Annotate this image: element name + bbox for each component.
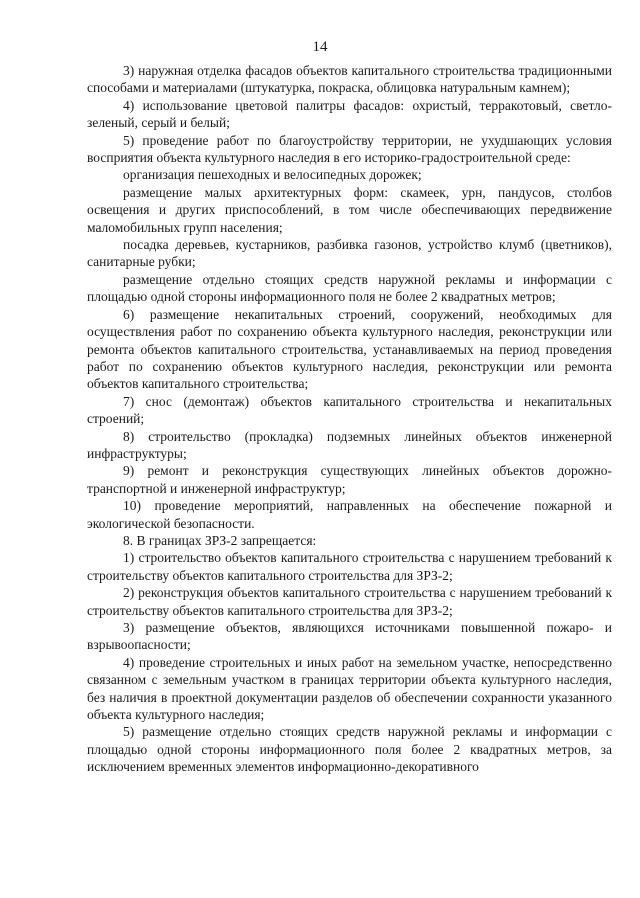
paragraph-prohibited-5-advertising: 5) размещение отдельно стоящих средств наружной рекламы и информации с площадью одной стороны информационного поля более 2 квадратных метров, за исключением временных элементов информационно-декоративного bbox=[87, 724, 612, 775]
paragraph-outdoor-advertising-allowed: размещение отдельно стоящих средств наружной рекламы и информации с площадью одной стороны информационного поля не более 2 квадратных метров; bbox=[87, 271, 612, 305]
paragraph-prohibited-2-reconstruction: 2) реконструкция объектов капитального строительства с нарушением требований к строительству объектов капитального строительства для ЗРЗ-2; bbox=[87, 585, 612, 618]
page-number: 14 bbox=[312, 39, 328, 55]
section-heading-zrz2-prohibited: 8. В границах ЗРЗ-2 запрещается: bbox=[123, 532, 317, 548]
paragraph-prohibited-4-works: 4) проведение строительных и иных работ на земельном участке, непосредственно связанном с земельным участком в границах территории объекта культурного наследия, без наличия в проектной документации разделов об обеспечении сохранности указанного объекта культурного наследия; bbox=[87, 654, 612, 723]
paragraph-item-4-color-palette: 4) использование цветовой палитры фасадов: охристый, терракотовый, светло-зеленый, серый и белый; bbox=[87, 97, 612, 131]
paragraph-item-3-exterior-finish: 3) наружная отделка фасадов объектов капитального строительства традиционными способами и материалами (штукатурка, покраска, облицовка натуральным камнем); bbox=[87, 63, 612, 96]
paragraph-item-5-landscaping: 5) проведение работ по благоустройству территории, не ухудшающих условия восприятия объекта культурного наследия в его историко-градостроительной среде: bbox=[87, 132, 612, 166]
paragraph-item-6-temporary-structures: 6) размещение некапитальных строений, сооружений, необходимых для осуществления работ по сохранению объекта культурного наследия, реконструкции или ремонта объектов капитального строительства, устанавливаемых на период проведения работ по сохранению объектов культурного наследия, реконструкции или ремонта объектов капитального строительства; bbox=[87, 306, 612, 392]
paragraph-item-9-repair-lines: 9) ремонт и реконструкция существующих линейных объектов дорожно-транспортной и инженерной инфраструктур; bbox=[87, 463, 612, 496]
paragraph-pedestrian-paths: организация пешеходных и велосипедных дорожек; bbox=[123, 167, 422, 183]
paragraph-planting: посадка деревьев, кустарников, разбивка газонов, устройство клумб (цветников), санитарные рубки; bbox=[87, 237, 612, 270]
paragraph-prohibited-1-construction: 1) строительство объектов капитального строительства с нарушением требований к строительству объектов капитального строительства для ЗРЗ-2; bbox=[87, 550, 612, 583]
document-body bbox=[87, 62, 612, 776]
paragraph-item-10-safety: 10) проведение мероприятий, направленных на обеспечение пожарной и экологической безопасности. bbox=[87, 498, 612, 531]
paragraph-item-8-underground-lines: 8) строительство (прокладка) подземных линейных объектов инженерной инфраструктуры; bbox=[87, 428, 612, 461]
paragraph-item-7-demolition: 7) снос (демонтаж) объектов капитального строительства и некапитальных строений; bbox=[87, 393, 612, 427]
paragraph-prohibited-3-hazard: 3) размещение объектов, являющихся источниками повышенной пожаро- и взрывоопасности; bbox=[87, 620, 612, 653]
paragraph-small-architectural-forms: размещение малых архитектурных форм: скамеек, урн, пандусов, столбов освещения и других приспособлений, в том числе обеспечивающих передвижение маломобильных групп населения; bbox=[87, 184, 612, 235]
